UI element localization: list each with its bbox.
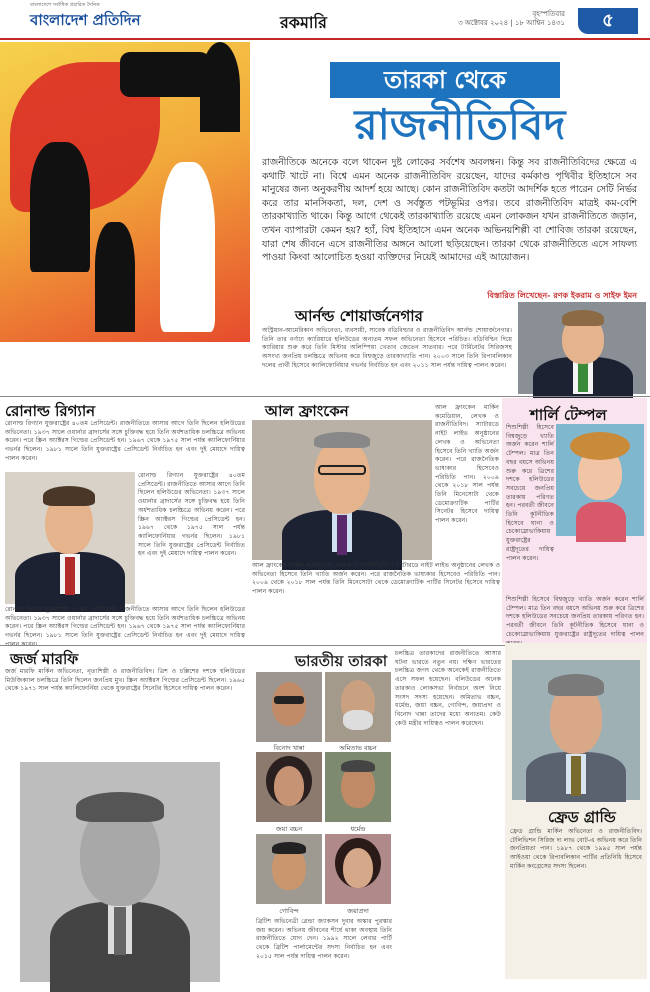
headline-main: রাজনীতিবিদ xyxy=(354,100,566,149)
issue-date xyxy=(440,10,565,28)
reagan-name: রোনাল্ড রিগ্যান xyxy=(5,402,96,420)
franken-article-side: আল ফ্রাংকেন মার্কিন কমেডিয়ান, লেখক ও রাজনীতিবিদ। স্যাটারডে নাইট লাইভ অনুষ্ঠানের লেখক ও অভিনেতা হিসেবে তিনি খ্যাতি অর্জন করেন। পরে রাজনৈতিক ভাষ্যকার হিসেবেও পরিচিতি পান। ২০০৯ থেকে ২০১৮ সাল পর্যন্ত তিনি মিনেসোটা থেকে ডেমোক্র্যাটিক পার্টির সিনেটর হিসেবে দায়িত্ব পালন করেন। xyxy=(435,404,499,525)
bharat-caption-3: জয়া বচ্চন xyxy=(275,825,303,833)
temple-name: শার্লি টেম্পল xyxy=(530,406,607,424)
franken-photo xyxy=(252,420,432,560)
arnold-photo xyxy=(518,302,646,394)
bharat-article: চলচ্চিত্র তারকাদের রাজনীতিতে আসার ঘটনা ভারতে নতুন নয়। দক্ষিণ ভারতের চলচ্চিত্র জগৎ থেকে অনেকেই রাজনীতিতে এসে সফল হয়েছেন। বলিউডের অনেক তারকাও লোকসভা নির্বাচনে অংশ নিয়ে সংসদ সদস্য হয়েছেন। অমিতাভ বচ্চন, ধর্মেন্দ্র, জয়া বচ্চন, গোবিন্দ, জয়াপ্রদা ও বিনোদ খান্না তাদের মধ্যে অন্যতম। কেউ কেউ মন্ত্রীর দায়িত্বও পালন করেছেন। xyxy=(395,650,501,727)
bharat-photo-3 xyxy=(256,752,322,822)
byline: বিস্তারিত লিখেছেন- রণক ইকরাম ও সাইফ ইমন xyxy=(487,291,637,300)
section-divider xyxy=(0,396,650,397)
glenda-article: ব্রিটিশ অভিনেত্রী গ্লেন্ডা জ্যাকসন দুবার অস্কার পুরস্কার জয় করেন। অভিনয় জীবনের শীর্ষে থাকা অবস্থায় তিনি রাজনীতিতে যোগ দেন। ১৯৯২ সালে লেবার পার্টি থেকে ব্রিটিশ পার্লামেন্টের সদস্য নির্বাচিত হন এবং ২০১৫ সাল পর্যন্ত দায়িত্ব পালন করেন। xyxy=(256,918,392,960)
film-camera-icon xyxy=(120,52,210,97)
franken-name: আল ফ্রাংকেন xyxy=(265,402,349,420)
reagan-article-bottom: রোনাল্ড রিগ্যান যুক্তরাষ্ট্রের ৪০তম প্রেসিডেন্ট। রাজনীতিতে আসার আগে তিনি ছিলেন হলিউডের অভিনেতা। ১৯৩৭ সালে ওয়ার্নার ব্রাদার্সের সঙ্গে চুক্তিবদ্ধ হয়ে তিনি অর্ধশতাধিক চলচ্চিত্রে অভিনয় করেন। পরে স্ক্রিন অ্যাক্টরস গিল্ডের প্রেসিডেন্ট হন। ১৯৬৭ থেকে ১৯৭৫ সাল পর্যন্ত ক্যালিফোর্নিয়ার গভর্নর ছিলেন। ১৯৮১ সালে তিনি যুক্তরাষ্ট্রের প্রেসিডেন্ট নির্বাচিত হন এবং দুই মেয়াদে দায়িত্ব xyxy=(5,606,245,640)
hero-illustration xyxy=(0,42,250,342)
temple-article-bottom: শিশুশিল্পী হিসেবে বিশ্বজুড়ে খ্যাতি অর্জন করেন শার্লি টেম্পল। মাত্র তিন বছর বয়সে অভিনয় শুরু করে ত্রিশের দশকে হলিউডের সবচেয়ে জনপ্রিয় তারকায় পরিণত হন। পরবর্তী জীবনে তিনি কূটনীতিক হিসেবে ঘানা ও চেকোস্লোভাকিয়ায় যুক্তরাষ্ট্রের রাষ্ট্রদূতের দায়িত্ব পালন xyxy=(506,596,644,638)
arnold-article: অস্ট্রিয়ান-আমেরিকান অভিনেতা, ব্যবসায়ী, সাবেক বডিবিল্ডার ও রাজনীতিবিদ আর্নল্ড শোয়ার্জনেগার। তিনি তার বর্ণাঢ্য ক্যারিয়ারে হলিউডের অন্যতম সফল অভিনেতা হিসেবে পরিচিত। বডিবিল্ডিং দিয়ে ক্যারিয়ার শুরু করে তিনি মিস্টার অলিম্পিয়া খেতাব জেতেন সাতবার। পরে টার্মিনেটর সিরিজসহ অসংখ্য জনপ্রিয় চলচ্চিত্রে অভিনয় করে বিশ্বজুড়ে তারকাখ্যাতি পান। ২০০৩ সালে তিনি রিপাবলিকান দলের প্রার্থী হিসেবে ক্যালিফোর্নিয়ার গভর্নর নির্বাচিত হন এবং ২০১১ সাল পর্যন্ত দায়িত্ব পালন করেন। xyxy=(262,327,512,369)
bharat-caption-5: গোবিন্দ xyxy=(279,907,299,915)
newspaper-logo[interactable]: বাংলাদেশ প্রতিদিন xyxy=(30,11,141,29)
bharat-caption-1: বিনোদ খান্না xyxy=(273,744,305,752)
bharat-caption-6: জয়াপ্রদা xyxy=(347,907,369,915)
masthead xyxy=(0,0,650,40)
speaker-silhouette xyxy=(95,222,135,332)
murphy-name: জর্জ মারফি xyxy=(10,650,79,668)
grandy-article: ফ্রেড গ্রান্ডি মার্কিন অভিনেতা ও রাজনীতিবিদ। টেলিভিশন সিরিজ দ্য লাভ বোট-এ অভিনয় করে তিনি জনপ্রিয়তা পান। ১৯৮৭ থেকে ১৯৯৫ সাল পর্যন্ত আইওয়া থেকে রিপাবলিকান পার্টির প্রতিনিধি হিসেবে মার্কিন কংগ্রেসের সদস্য ছিলেন। xyxy=(510,828,642,870)
intro-paragraph: রাজনীতিকে অনেকে বলে থাকেন দুষ্ট লোকের সর্বশেষ অবলম্বন। কিন্তু সব রাজনীতিবিদের ক্ষেত্রে এ কথাটি খাটে না। বিশ্বে এমন অনেক রাজনীতিবিদ রয়েছেন, যাদের কর্মকাণ্ড পৃথিবীর ইতিহাসে সব মানুষের জন্য অনুকরণীয় আদর্শ হয়ে আছে। কোন রাজনীতিবিদ কতটা আদর্শিক হতে পারেন সেটি নির্ভর করে তার মানসিকতা, দল, দেশ ও সর্বস্তুত পটভূমির ওপর। তবে রাজনীতিবিদ মাত্রই কম-বেশি তারকাখ্যাতি থাকে। কিন্তু আগে থেকেই তারকাখ্যাতি রয়েছে এমন লোকজন যখন রাজনীতিতে জড়ান, তখন ব্যাপারটা কেমন হয়? হ্যাঁ, বিশ্ব ইতিহাসে এমন অনেক অভিনয়শিল্পী বা শোবিজ তারকা রয়েছেন, যারা শেষ জীবনে এসে রাজনীতির অঙ্গনে আলো ছড়িয়েছেন। তারকা থেকে রাজনীতিতে এসে সাফল্য পাওয়া কিংবা আলোচিত হওয়া ব্যক্তিদের নিয়েই আমাদের এই আয়োজন। xyxy=(262,157,637,264)
bharat-photo-5 xyxy=(256,834,322,904)
page-number: ৫ xyxy=(578,8,638,34)
bharat-title: ভারতীয় তারকা xyxy=(295,652,388,670)
temple-photo xyxy=(556,424,644,536)
grandy-name: ফ্রেড গ্রান্ডি xyxy=(548,808,616,826)
section-divider-2 xyxy=(0,645,505,646)
murphy-photo xyxy=(20,762,220,982)
issue-date-text: ৩ অক্টোবর ২০২৪ | ১৮ আশ্বিন ১৪৩১ xyxy=(458,19,565,27)
bharat-caption-4: ধর্মেন্দ্র xyxy=(350,825,366,833)
leader-silhouette xyxy=(30,142,90,272)
headline-top: তারকা থেকে xyxy=(330,62,560,98)
bharat-photo-6 xyxy=(325,834,391,904)
actor-figure xyxy=(160,162,215,332)
murphy-article: জর্জ মারফি মার্কিন অভিনেতা, নৃত্যশিল্পী ও রাজনীতিবিদ। ত্রিশ ও চল্লিশের দশকে হলিউডের মিউজিক্যাল চলচ্চিত্রে তিনি ছিলেন জনপ্রিয় মুখ। স্ক্রিন অ্যাক্টরস গিল্ডের প্রেসিডেন্ট ছিলেন। ১৯৬৫ থেকে ১৯৭১ সাল পর্যন্ত ক্যালিফোর্নিয়া থেকে যুক্তরাষ্ট্রের সিনেটর হিসেবে দায়িত্ব পালন করেন। xyxy=(5,668,245,693)
bharat-photo-1 xyxy=(256,672,322,742)
section-name: রকমারি xyxy=(280,13,327,32)
temple-article-side: শিশুশিল্পী হিসেবে বিশ্বজুড়ে খ্যাতি অর্জন করেন শার্লি টেম্পল। মাত্র তিন বছর বয়সে অভিনয় শুরু করে ত্রিশের দশকে হলিউডের সবচেয়ে জনপ্রিয় তারকায় পরিণত হন। পরবর্তী জীবনে তিনি কূটনীতিক হিসেবে ঘানা ও চেকোস্লোভাকিয়ায় যুক্তরাষ্ট্রের রাষ্ট্রদূতের দায়িত্ব পালন করেন। xyxy=(506,424,554,562)
franken-article-bottom: আল ফ্রাংকেন মার্কিন কমেডিয়ান, লেখক ও রাজনীতিবিদ। স্যাটারডে নাইট লাইভ অনুষ্ঠানের লেখক ও অভিনেতা হিসেবে তিনি খ্যাতি অর্জন করেন। পরে রাজনৈতিক ভাষ্যকার হিসেবেও পরিচিতি পান। ২০০৯ থেকে ২০১৮ সাল পর্যন্ত তিনি মিনেসোটা থেকে ডেমোক্র্যাটিক পার্টির সিনেটর হিসেবে দায়িত্ব পালন করেন। xyxy=(252,562,500,596)
bharat-photo-4 xyxy=(325,752,391,822)
bharat-photo-2 xyxy=(325,672,391,742)
issue-day: বৃহস্পতিবার xyxy=(532,10,565,18)
reagan-article-top: রোনাল্ড রিগ্যান যুক্তরাষ্ট্রের ৪০তম প্রেসিডেন্ট। রাজনীতিতে আসার আগে তিনি ছিলেন হলিউডের অভিনেতা। ১৯৩৭ সালে ওয়ার্নার ব্রাদার্সের সঙ্গে চুক্তিবদ্ধ হয়ে তিনি অর্ধশতাধিক চলচ্চিত্রে অভিনয় করেন। পরে স্ক্রিন অ্যাক্টরস গিল্ডের প্রেসিডেন্ট হন। ১৯৬৭ থেকে ১৯৭৫ সাল পর্যন্ত ক্যালিফোর্নিয়ার গভর্নর ছিলেন। ১৯৮১ সালে তিনি যুক্তরাষ্ট্রের প্রেসিডেন্ট নির্বাচিত হন এবং দুই মেয়াদে দায়িত্ব পালন করেন। xyxy=(5,420,245,462)
reagan-photo xyxy=(5,472,135,604)
tagline: বাংলাদেশে সর্বাধিক প্রচারিত দৈনিক xyxy=(30,2,100,8)
bharat-caption-2: অমিতাভ বচ্চন xyxy=(339,744,377,752)
grandy-photo xyxy=(512,660,640,800)
arnold-name: আর্নল্ড শোয়ার্জনেগার xyxy=(295,307,423,325)
spotlight-icon xyxy=(200,42,240,132)
reagan-article-side: রোনাল্ড রিগ্যান যুক্তরাষ্ট্রের ৪০তম প্রেসিডেন্ট। রাজনীতিতে আসার আগে তিনি ছিলেন হলিউডের অভিনেতা। ১৯৩৭ সালে ওয়ার্নার ব্রাদার্সের সঙ্গে চুক্তিবদ্ধ হয়ে তিনি অর্ধশতাধিক চলচ্চিত্রে অভিনয় করেন। পরে স্ক্রিন অ্যাক্টরস গিল্ডের প্রেসিডেন্ট হন। ১৯৬৭ থেকে ১৯৭৫ সাল পর্যন্ত ক্যালিফোর্নিয়ার গভর্নর ছিলেন। ১৯৮১ সালে তিনি যুক্তরাষ্ট্রের প্রেসিডেন্ট নির্বাচিত হন এবং দুই মেয়াদে দায়িত্ব পালন করেন। xyxy=(138,472,245,558)
